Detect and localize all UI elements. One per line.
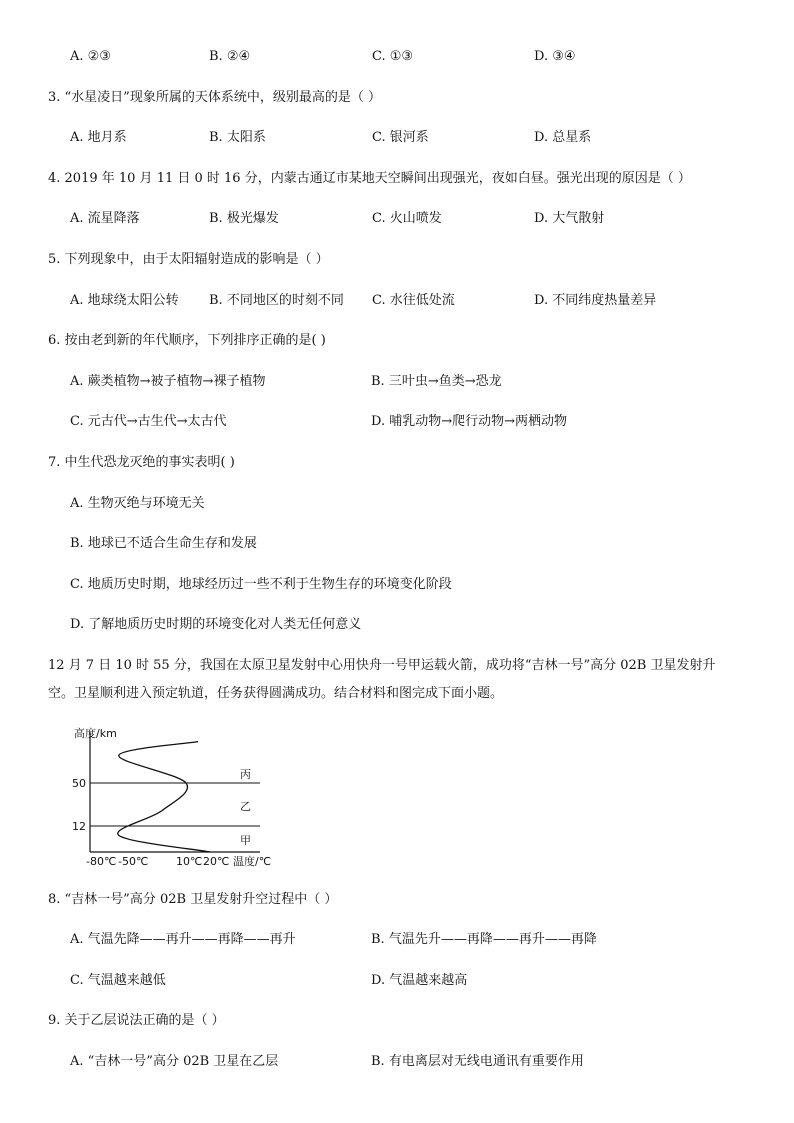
y-tick-50: 50: [72, 777, 86, 790]
x-tick-minus50: -50℃: [118, 855, 149, 868]
q3-option-c: C. 银河系: [372, 130, 429, 145]
y-tick-12: 12: [72, 820, 86, 833]
option-d: D. ③④: [534, 49, 576, 64]
q7-option-a: A. 生物灭绝与环境无关: [70, 496, 205, 511]
question-3-stem: 3. “水星凌日”现象所属的天体系统中，级别最高的是（ ）: [48, 90, 381, 105]
question-7-stem: 7. 中生代恐龙灭绝的事实表明( ): [48, 455, 235, 470]
q6-option-b: B. 三叶虫→鱼类→恐龙: [371, 374, 502, 389]
q5-option-d: D. 不同纬度热量差异: [534, 293, 657, 308]
x-axis-label: 温度/℃: [233, 855, 272, 868]
q3-option-d: D. 总星系: [534, 130, 592, 145]
question-5-stem: 5. 下列现象中，由于太阳辐射造成的影响是（ ）: [48, 252, 329, 267]
q8-option-a: A. 气温先降——再升——再降——再升: [70, 932, 296, 947]
q7-option-d: D. 了解地质历史时期的环境变化对人类无任何意义: [70, 617, 362, 632]
layer-label-jia: 甲: [240, 834, 251, 847]
question-8-stem: 8. “吉林一号”高分 02B 卫星发射升空过程中（ ）: [48, 892, 338, 907]
q4-option-b: B. 极光爆发: [209, 211, 279, 226]
q8-option-c: C. 气温越来越低: [70, 973, 166, 988]
question-9-stem: 9. 关于乙层说法正确的是（ ）: [48, 1013, 225, 1028]
q5-option-c: C. 水往低处流: [372, 293, 455, 308]
q9-option-a: A. “吉林一号”高分 02B 卫星在乙层: [70, 1054, 279, 1069]
y-axis-label: 高度/km: [74, 727, 117, 740]
q6-option-d: D. 哺乳动物→爬行动物→两栖动物: [371, 414, 568, 429]
q9-option-b: B. 有电离层对无线电通讯有重要作用: [371, 1054, 584, 1069]
option-c: C. ①③: [372, 49, 414, 64]
option-b: B. ②④: [209, 49, 251, 64]
q8-option-d: D. 气温越来越高: [371, 973, 468, 988]
atmosphere-temperature-chart: [60, 722, 290, 870]
q4-option-d: D. 大气散射: [534, 211, 605, 226]
q6-option-c: C. 元古代→古生代→太古代: [70, 414, 227, 429]
q8-option-b: B. 气温先升——再降——再升——再降: [371, 932, 597, 947]
q4-option-c: C. 火山喷发: [372, 211, 442, 226]
q5-option-a: A. 地球绕太阳公转: [70, 293, 179, 308]
q3-option-b: B. 太阳系: [209, 130, 266, 145]
layer-label-bing: 丙: [240, 768, 251, 781]
question-6-stem: 6. 按由老到新的年代顺序，下列排序正确的是( ): [48, 333, 326, 348]
q7-option-c: C. 地质历史时期，地球经历过一些不利于生物生存的环境变化阶段: [70, 577, 452, 592]
x-tick-minus80: -80℃: [86, 855, 117, 868]
option-a: A. ②③: [70, 49, 111, 64]
q5-option-b: B. 不同地区的时刻不同: [209, 293, 344, 308]
x-tick-20: 20℃: [203, 855, 230, 868]
x-tick-10: 10℃: [176, 855, 203, 868]
q4-option-a: A. 流星降落: [70, 211, 140, 226]
q6-option-a: A. 蕨类植物→被子植物→裸子植物: [70, 374, 266, 389]
q3-option-a: A. 地月系: [70, 130, 127, 145]
temperature-curve: [118, 742, 210, 852]
question-4-stem: 4. 2019 年 10 月 11 日 0 时 16 分，内蒙古通辽市某地天空瞬间出现强光，夜如白昼。强光出现的原因是（ ）: [48, 171, 691, 186]
q7-option-b: B. 地球已不适合生命生存和发展: [70, 536, 257, 551]
material-line-1: 12 月 7 日 10 时 55 分，我国在太原卫星发射中心用快舟一号甲运载火箭，成功将“吉林一号”高分 02B 卫星发射升: [48, 658, 716, 673]
material-line-2: 空。卫星顺利进入预定轨道，任务获得圆满成功。结合材料和图完成下面小题。: [48, 686, 504, 701]
layer-label-yi: 乙: [240, 800, 251, 813]
